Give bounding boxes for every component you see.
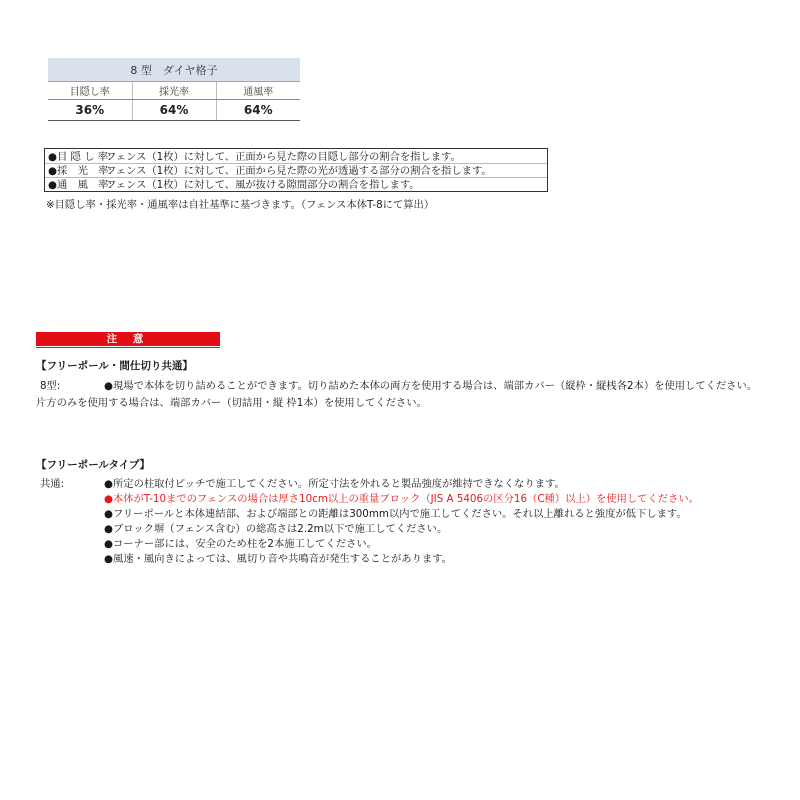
section-label-common: 共通: [40,478,65,490]
definition-light [48,164,492,178]
header-privacy-rate: 目隠し率 [48,82,132,100]
definitions-box [44,148,548,192]
list-item: ●コーナー部には、安全のため柱を2本施工してください。 [104,538,377,550]
footnote: ※目隠し率・採光率・通風率は自社基準に基づきます。（フェンス本体T-8にて算出） [46,199,435,211]
list-item: ●フリーポールと本体連結部、および端部との距離は300mm以内で施工してください。それ以上離れると強度が低下します。 [104,508,687,520]
definition-text: フェンス（1枚）に対して、正面から見た際の光が透過する部分の割合を指します。 [106,165,492,177]
list-item: ●風速・風向きによっては、風切り音や共鳴音が発生することがあります。 [104,553,452,565]
definition-privacy [48,150,461,164]
definition-term: ●目 隠 し 率: [48,151,112,163]
section1-line1: ●現場で本体を切り詰めることができます。切り詰めた本体の両方を使用する場合は、端部カバー（縦枠・縦桟各2本）を使用してください。 [104,380,758,392]
value-light-rate: 64% [132,100,216,121]
list-item: ●ブロック塀（フェンス含む）の総高さは2.2m以下で施工してください。 [104,523,448,535]
header-ventilation-rate: 通風率 [216,82,300,100]
ratio-table-title: 8 型 ダイヤ格子 [48,58,300,82]
list-item: ●所定の柱取付ピッチで施工してください。所定寸法を外れると製品強度が維持できなくなります。 [104,478,565,490]
divider [36,347,220,348]
definition-ventilation [48,178,420,192]
section-title-free-pole: 【フリーポールタイプ】 [36,459,151,471]
header-light-rate: 採光率 [132,82,216,100]
section1-line2: 片方のみを使用する場合は、端部カバー（切詰用・縦 枠1本）を使用してください。 [36,397,427,409]
caution-banner: 注 意 [36,332,220,346]
list-item-warning: ●本体がT-10までのフェンスの場合は厚さ10cm以上の重量ブロック（JIS A 5406の区分16（C種）以上）を使用してください。 [104,493,699,505]
value-privacy-rate: 36% [48,100,132,121]
value-ventilation-rate: 64% [216,100,300,121]
ratio-table [48,58,300,121]
section-label-8type: 8型: [40,380,61,392]
definition-term: ●採 光 率: [48,165,112,177]
section-title-common: 【フリーポール・間仕切り共通】 [36,360,193,372]
definition-term: ●通 風 率: [48,179,112,191]
definition-text: フェンス（1枚）に対して、正面から見た際の目隠し部分の割合を指します。 [106,151,461,163]
definition-text: フェンス（1枚）に対して、風が抜ける隙間部分の割合を指します。 [106,179,420,191]
